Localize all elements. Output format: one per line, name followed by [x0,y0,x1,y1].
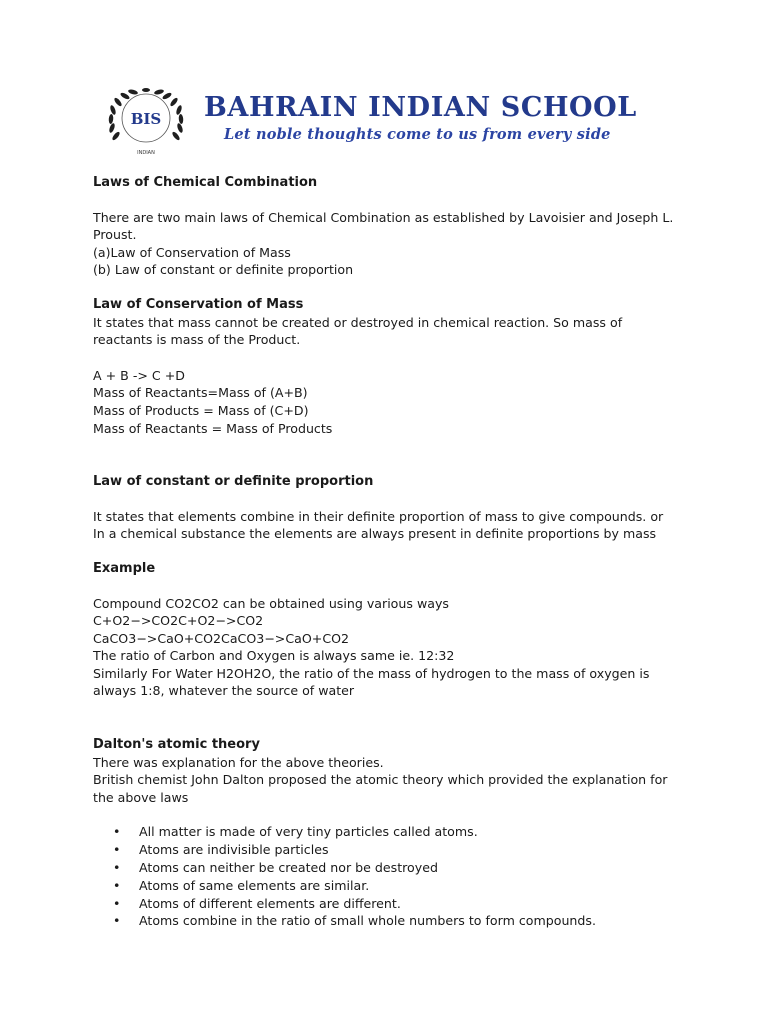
paragraph-line: reactants is mass of the Product. [93,332,301,348]
paragraph-line: It states that mass cannot be created or destroyed in chemical reaction. So mass of [93,314,623,330]
list-item: • Atoms combine in the ratio of small whole numbers to form compounds. [113,913,596,929]
example-line: C+O2−>CO2C+O2−>CO2 [93,613,264,629]
intro-item: (b) Law of constant or definite proportion [93,262,354,278]
list-item: • Atoms of different elements are different. [113,895,401,911]
section-heading-definite: Law of constant or definite proportion [93,474,374,490]
list-item: • Atoms of same elements are similar. [113,877,370,893]
example-line: always 1:8, whatever the source of water [93,683,355,699]
school-motto: Let noble thoughts come to us from every side [224,126,611,143]
section-heading-conservation: Law of Conservation of Mass [93,296,304,312]
bullet-icon: • [113,895,121,911]
dalton-points-list [93,823,683,930]
bullet-icon: • [113,860,121,876]
bullet-icon: • [113,877,121,893]
svg-text:BIS: BIS [130,110,162,128]
paragraph-line: There was explanation for the above theories. [93,754,384,770]
paragraph-line: In a chemical substance the elements are always present in definite proportions by mass [93,526,657,542]
intro-line: Proust. [93,227,137,243]
bullet-icon: • [113,842,121,858]
intro-item: (a)Law of Conservation of Mass [93,244,291,260]
equation-line: A + B -> C +D [93,367,185,383]
equation-line: Mass of Reactants = Mass of Products [93,420,333,436]
page-title: Laws of Chemical Combination [93,175,318,190]
paragraph-line: It states that elements combine in their definite proportion of mass to give compounds. or [93,508,664,524]
example-line: Compound CO2CO2 can be obtained using various ways [93,595,449,611]
bullet-icon: • [113,913,121,929]
example-line: CaCO3−>CaO+CO2CaCO3−>CaO+CO2 [93,630,350,646]
list-item: • Atoms are indivisible particles [113,842,329,858]
school-header [98,86,668,158]
list-item: • Atoms can neither be created nor be destroyed [113,860,438,876]
section-heading-dalton: Dalton's atomic theory [93,737,260,753]
equation-line: Mass of Reactants=Mass of (A+B) [93,385,308,401]
intro-line: There are two main laws of Chemical Combination as established by Lavoisier and Joseph L. [93,209,674,225]
example-line: The ratio of Carbon and Oxygen is always same ie. 12:32 [93,648,455,664]
document-body [93,174,683,930]
bullet-icon: • [113,824,121,840]
svg-text:INDIAN: INDIAN [137,150,155,156]
school-logo [98,86,202,158]
school-name: BAHRAIN INDIAN SCHOOL [204,92,637,123]
example-line: Similarly For Water H2OH2O, the ratio of the mass of hydrogen to the mass of oxygen is [93,665,650,681]
equation-line: Mass of Products = Mass of (C+D) [93,402,309,418]
paragraph-line: British chemist John Dalton proposed the atomic theory which provided the explanation for [93,772,668,788]
list-item: • All matter is made of very tiny particles called atoms. [113,824,478,840]
section-heading-example: Example [93,560,156,576]
paragraph-line: the above laws [93,789,189,805]
